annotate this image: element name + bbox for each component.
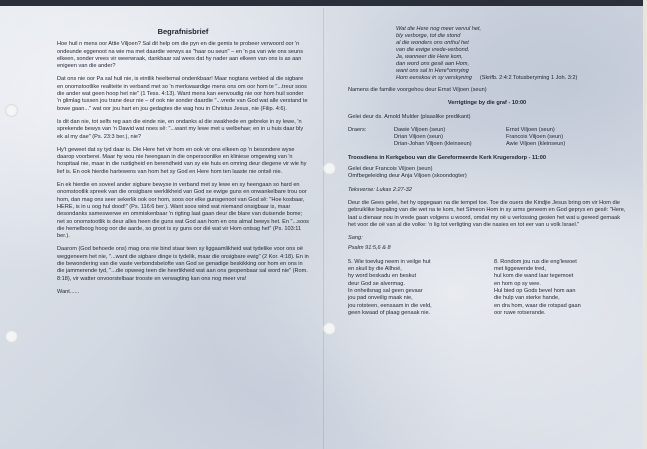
graveside-heading: Verrigtinge by die graf - 10:00 — [447, 100, 527, 107]
letter-title: Begrafnisbrief — [157, 27, 209, 36]
song-line: In onheilsnag sal geen gevaar — [348, 287, 423, 294]
letter-paragraph-1: Hoe huil n mens oor Attie Viljoen? Sal dit help om die pyn en die gemis te probeer verwoord oor 'n ondeunde eggenoot na wie ma met daardie verwys as "haar ou seun" – en 'n pa van wie ons seuns elkeen, sonder vrees vir weerwraak, dankbaar sal wees dat hy nader aan elkeen van ons is as aan enigeen van die ander? — [57, 41, 304, 70]
bearer-name: Francois Viljoen (seun) — [506, 134, 564, 141]
song-line: jou rotsteen, eensaam in die veld, — [348, 302, 432, 309]
poem-last-line: Hom eenskou in sy verskyning — [396, 75, 472, 81]
song-line: deur God se alvermag. — [348, 280, 405, 287]
song-verse-8 — [494, 259, 626, 317]
poem-line: Ja, wanneer die Here kom, — [396, 54, 463, 60]
poem-line: Wat die Here nog meer vervul het, — [396, 26, 482, 32]
punch-hole-left-bottom — [5, 330, 18, 343]
letter-paragraph-5: En ek hierdie en soveel ander sigbare bewyse in verband met sy lewe en sy heengaan so hard en onomstootlik spreek van die onsigbare werklikheid van God se ewige guns en onwankelbare trou oor hom, dan mag ons seer sekerlik ook oor hom, soos oor elke gunsgenoot van God sê: "Hoe kosbaar, HERE, is in u oog hul dood!" (Ps. 116:6 ber.). Want soos wind wat niemand onsigbaar is, maar desondanks sameswerwe en ommiskenbaar 'n rigting laat gaan deur die blare van duisende bome; net so onomstootlik is deur alles heen die guns wat God aan hom en ons almal bewys het. En "...soos die hemelboog hoog oor die aarde, so groot is sy guns oor dié wat vir Hom ontsag het" (Ps. 103:11 ber.). — [57, 182, 309, 240]
poem-line: dan word ons gesê aan Hom, — [396, 61, 470, 67]
song-line: oor ruwe rotserande. — [494, 309, 546, 316]
song-line: 8. Rondom jou rus die eng'lewoet — [494, 258, 577, 265]
punch-hole-left-top — [5, 104, 18, 117]
punch-hole-center-top — [323, 162, 336, 175]
poem-line: want ons sal in Here*omrying — [396, 68, 469, 74]
scan-edge-right — [643, 0, 647, 449]
programme-column — [348, 26, 626, 317]
scripture-text: Deur die Gees gelei, het hy opgegaan na die tempel toe. Toe die ouers die Kindjie Jesus bring om vir Hom die gebruiklike bepaling van die wet na te kom, het Simeon Hom in sy arms geneem en God geprys en gesê: "Here, laat u dienaar nou in vrede gaan volgens u woord, omdat my oë u verlossing gesien het wat u gereed gemaak het voor die oë van al die volke: 'n lig tot verligting van die nasies en tot eer van u volk Israel." — [348, 199, 626, 228]
poem-line: al die wonders ons onthul het — [396, 40, 469, 46]
scripture-reference: Teksverse: Lukas 2:27-32 — [348, 186, 412, 193]
letter-paragraph-6: Daarom (God behoede ons) mag ons nie bind staar teen sy liggaamlikheid wat tydelike voor ons oë weggeneem het nie, "...want die sigbare dinge is tydelik, maar die onsigbare ewig" (2 Kor. 4:18). En in die bewondering van die vaste verbondsbelofte van God se genadige beskikking oor hom en ons in die jammerende tyd, "...die opweeg teen die heerlikheid wat aan ons geopenbaar sal word nie" (Rom. 8:18), vir watter onvoorstelbaar trooste en verwagting kan ons nog meer vra! — [57, 246, 309, 282]
bearer-name: Awie Viljoen (kleinseun) — [506, 141, 566, 148]
song-line: en skuil by die Allhoë, — [348, 266, 402, 273]
bearers-label: Draers: — [348, 126, 367, 133]
poem-line: bly verborge, tot die stond — [396, 33, 461, 39]
graveside-led-by: Gelei deur ds. Arnold Mulder (plaaslike predikant) — [348, 113, 471, 120]
page-fold — [323, 8, 324, 449]
church-service-heading: Troosdiens in Kerkgebou van die Gereformeerde Kerk Krugersdorp - 11:00 — [348, 154, 547, 161]
letter-paragraph-2: Dat ons nie oor Pa sal huil nie, is eintlik heeltemal ondenkbaar! Maar nogtans verbied al die sigbare en onomstootlike realiteite in verband met so 'n merkwaardige mens ons om oor hom te "...treur soos die ander wat geen hoop het nie" (1 Tess. 4:13). Want mens kan eenvoudig nie oor hom huil sonder 'n glimlag tussen jou trane deur nie – of ook nie sonder daardie "...vrede van God wat alle verstand te bowe gaan..." wat oor jou hart en jou gedagtes die wag hou in Christus Jesus, nie (Filip. 4:6). — [57, 76, 308, 112]
opening-prayer: Omfbegeleiding deur Anja Viljoen (skoondogter) — [348, 173, 467, 180]
bearer-name: Drian-Johan Viljoen (kleinseun) — [394, 141, 472, 148]
letter-paragraph-3: Is dit dan nie, tot selfs reg aan die einde nie, en ondanks al die swakhede en gebreke in sy lewe, 'n sprekende bewys van 'n Dawid wat noes sê: "...want my lewe met u welbehae; en in u huis daar bly ek al my dae" (Ps. 23:3 ber.), nie? — [57, 118, 304, 140]
song-line: Hul bied op Gods bevel hom aan — [494, 287, 576, 294]
poem-reference: (Skrifb. 2:4:2 Totusberyming 1 Joh. 3:2) — [479, 75, 578, 81]
bearer-name: Dawie Viljoen (seun) — [394, 126, 446, 133]
letter-closing: Want...... — [57, 288, 80, 295]
song-line: hul kom die wand laar tegemoet — [494, 273, 574, 280]
song-label: Sang: — [348, 235, 363, 242]
bearer-name: Drian Viljoen (seun) — [394, 134, 444, 141]
song-line: en dra hom, waar die rotspad gaan — [494, 302, 581, 309]
song-verses — [348, 259, 626, 317]
poem-line: van die ewige vrede-verbond. — [396, 47, 470, 53]
song-line: geen kwaad of plaag genaak nie. — [348, 309, 431, 316]
letter-paragraph-4: Hy't geweet dat sy tyd daar is. Die Here het vir hom en ook vir ons elkeen op 'n besondere wyse daarop voorberei. Maar hy wou nie heengaan in die onpersoonlike en kliniese omgewing van 'n hospitaal nie, maar in die rustigheid en berendheid van sy eie huis en omring deur diegene vir wie hy lief is. En ook hierdie hartewens van hom het sy God en Here hom ten laaste nie ontsê nie. — [57, 146, 307, 175]
psalm-reference: Psalm 91:5,6 & 8 — [348, 245, 391, 252]
church-led-by: Gelei deur Francois Viljoen (seun) — [348, 166, 433, 173]
song-line: jou pad onveilig maak nie, — [348, 295, 413, 302]
song-line: 5. Wie toevlug neem in veilge hut — [348, 258, 431, 265]
funeral-letter-column — [57, 28, 309, 302]
bearers-list — [348, 127, 626, 149]
bearer-name: Ernst Viljoen (seun) — [506, 126, 555, 133]
family-line: Namens die familie voorgehou deur Ernst Viljoen (seun) — [348, 87, 487, 93]
song-line: en hom op sy wee. — [494, 280, 541, 287]
song-verse-5 — [348, 259, 480, 317]
scan-edge-top — [0, 0, 647, 6]
poem-line — [396, 75, 626, 82]
song-line: die hulp van sterke hande, — [494, 295, 560, 302]
punch-hole-center-bottom — [323, 322, 336, 335]
song-line: hy word beskadu en beskut — [348, 273, 417, 280]
song-line: met liggewende tred, — [494, 266, 546, 273]
poem-block — [348, 26, 626, 82]
